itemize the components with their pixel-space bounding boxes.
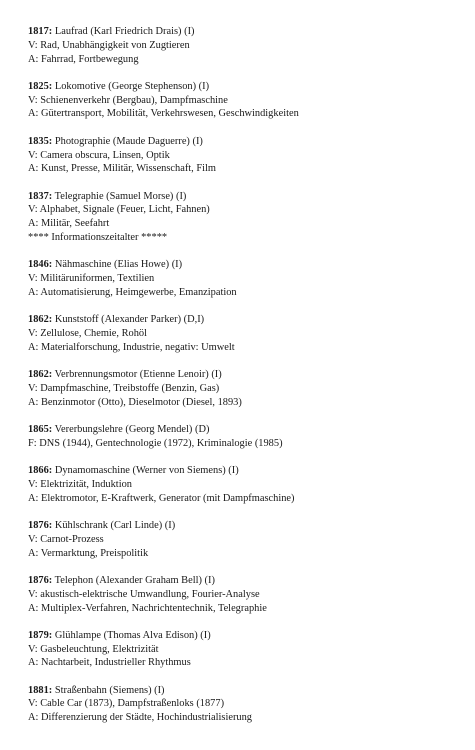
entry-title: Telephon (Alexander Graham Bell) (I) [54,574,215,586]
entry-title: Kunststoff (Alexander Parker) (D,I) [54,314,205,326]
entry-line: A: Differenzierung der Städte, Hochindustrialisierung [28,712,253,724]
entry-line: V: Gasbeleuchtung, Elektrizität [28,643,159,655]
entry-heading [28,80,468,94]
entry-year: 1835: [28,135,53,147]
entry-line: V: Camera obscura, Linsen, Optik [28,149,170,161]
entry-title: Vererbungslehre (Georg Mendel) (D) [54,424,210,436]
entry-1879-gluehlampe [28,629,468,670]
entry-line: V: Schienenverkehr (Bergbau), Dampfmaschine [28,94,228,106]
entry-heading [28,464,468,478]
entry-line: A: Materialforschung, Industrie, negativ: Umwelt [28,341,235,353]
entry-year: 1881: [28,684,53,696]
entry-year: 1866: [28,465,53,477]
entry-1846-naehmaschine [28,258,468,299]
entry-year: 1837: [28,190,53,202]
entry-1866-dynamomaschine [28,464,468,505]
entry-line: A: Automatisierung, Heimgewerbe, Emanzipation [28,286,237,298]
document-page [28,25,468,739]
entry-title: Telegraphie (Samuel Morse) (I) [54,190,187,202]
entry-line: F: DNS (1944), Gentechnologie (1972), Kriminalogie (1985) [28,437,283,449]
entry-heading [28,190,468,204]
entry-title: Nähmaschine (Elias Howe) (I) [54,259,183,271]
entry-heading [28,519,468,533]
entry-line: V: Cable Car (1873), Dampfstraßenloks (1877) [28,698,225,710]
entry-line: A: Kunst, Presse, Militär, Wissenschaft, Film [28,163,217,175]
entry-title: Lokomotive (George Stephenson) (I) [54,80,210,92]
entry-line: V: Carnot-Prozess [28,533,104,545]
entry-title: Straßenbahn (Siemens) (I) [54,684,165,696]
entry-year: 1865: [28,424,53,436]
entry-title: Glühlampe (Thomas Alva Edison) (I) [54,629,211,641]
entry-1876-telephon [28,574,468,615]
entry-year: 1846: [28,259,53,271]
entry-heading [28,135,468,149]
entry-year: 1876: [28,574,53,586]
entry-1817-laufrad [28,25,468,66]
entry-line: A: Gütertransport, Mobilität, Verkehrswesen, Geschwindigkeiten [28,108,299,120]
entry-heading [28,423,468,437]
entry-line: V: Rad, Unabhängigkeit von Zugtieren [28,39,190,51]
entry-line: V: akustisch-elektrische Umwandlung, Fourier-Analyse [28,588,260,600]
entry-title: Laufrad (Karl Friedrich Drais) (I) [54,26,195,37]
entry-1825-lokomotive [28,80,468,121]
entry-heading [28,368,468,382]
entry-year: 1876: [28,520,53,532]
entry-line: A: Militär, Seefahrt [28,218,110,230]
entry-year: 1862: [28,369,53,381]
entry-line: A: Nachtarbeit, Industrieller Rhythmus [28,657,191,669]
entry-year: 1817: [28,26,53,37]
entry-heading [28,258,468,272]
entry-line: A: Benzinmotor (Otto), Dieselmotor (Diesel, 1893) [28,396,242,408]
entry-heading [28,574,468,588]
entry-heading [28,313,468,327]
entry-year: 1879: [28,629,53,641]
entry-line: A: Fahrrad, Fortbewegung [28,53,139,65]
entry-1837-telegraphie [28,190,468,245]
entry-1862-verbrennungsmotor [28,368,468,409]
entry-heading [28,629,468,643]
entry-line: V: Dampfmaschine, Treibstoffe (Benzin, Gas) [28,382,220,394]
entry-heading [28,684,468,698]
entry-year: 1825: [28,80,53,92]
entry-title: Verbrennungsmotor (Etienne Lenoir) (I) [54,369,222,381]
entry-line: V: Alphabet, Signale (Feuer, Licht, Fahnen) [28,204,210,216]
entry-year: 1862: [28,314,53,326]
entry-line: A: Elektromotor, E-Kraftwerk, Generator (mit Dampfmaschine) [28,492,295,504]
entry-title: Kühlschrank (Carl Linde) (I) [54,520,176,532]
entry-line: A: Multiplex-Verfahren, Nachrichtentechnik, Telegraphie [28,602,267,614]
section-marker: **** Informationszeitalter ***** [28,232,168,244]
entry-line: V: Militäruniformen, Textilien [28,273,155,285]
entry-1876-kuehlschrank [28,519,468,560]
entry-1835-photographie [28,135,468,176]
entry-title: Dynamomaschine (Werner von Siemens) (I) [54,465,239,477]
entry-1865-vererbungslehre [28,423,468,451]
entry-heading [28,25,468,39]
entry-1862-kunststoff [28,313,468,354]
entry-1881-strassenbahn [28,684,468,725]
entry-line: A: Vermarktung, Preispolitik [28,547,149,559]
entry-line: V: Elektrizität, Induktion [28,478,132,490]
entry-title: Photographie (Maude Daguerre) (I) [54,135,203,147]
entry-line: V: Zellulose, Chemie, Rohöl [28,328,147,340]
